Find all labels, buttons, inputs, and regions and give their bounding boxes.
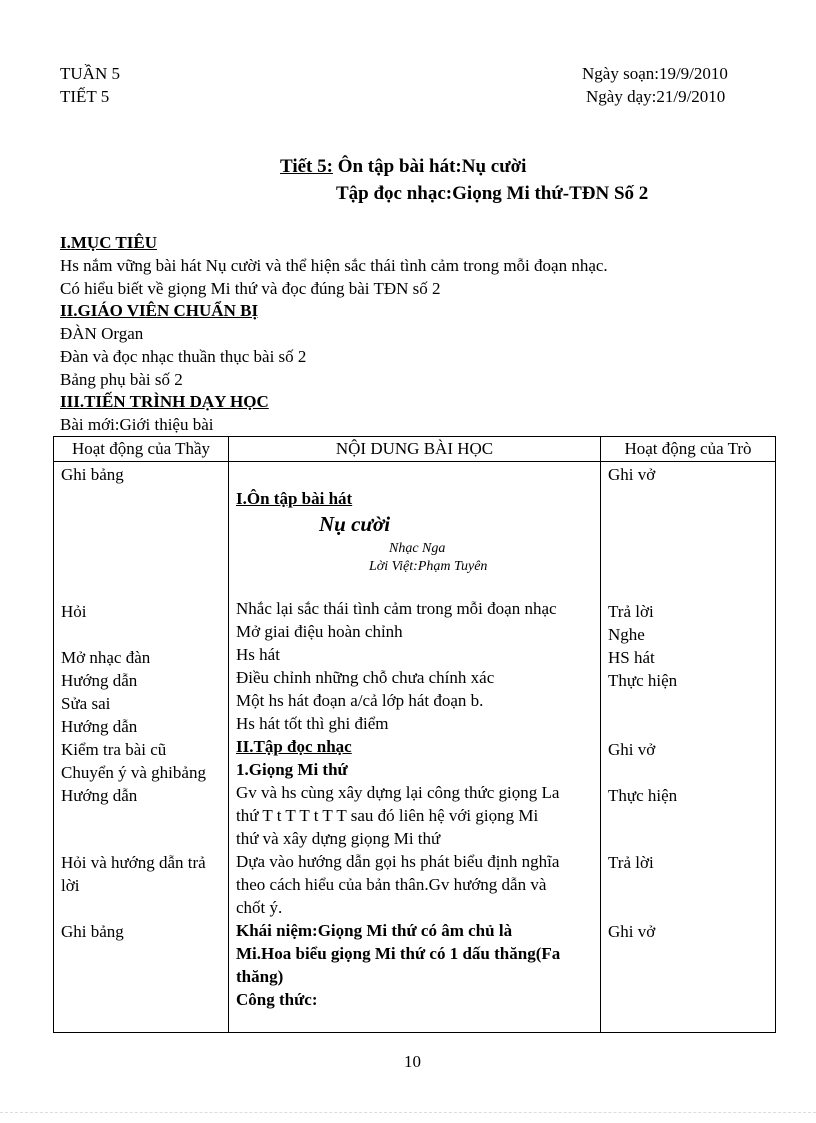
sight-reading-heading: II.Tập đọc nhạc bbox=[236, 737, 352, 756]
content-line: Điều chỉnh những chỗ chưa chính xác bbox=[236, 668, 495, 687]
period-label: TIẾT 5 bbox=[60, 87, 110, 106]
content-line: thứ và xây dựng giọng Mi thứ bbox=[236, 829, 441, 848]
teach-date: Ngày dạy:21/9/2010 bbox=[586, 87, 726, 106]
teacher-activity: Hỏi và hướng dẫn trả bbox=[61, 853, 206, 872]
teacher-activity: Hướng dẫn bbox=[61, 671, 138, 690]
concept-line: Mi.Hoa biểu giọng Mi thứ có 1 dấu thăng(Fa bbox=[236, 944, 561, 963]
content-line: thứ T t T T t T T sau đó liên hệ với giọng Mi bbox=[236, 806, 539, 825]
content-line: Hs hát tốt thì ghi điểm bbox=[236, 714, 389, 733]
student-activity: Trả lời bbox=[608, 853, 654, 872]
objective-item: Có hiểu biết về giọng Mi thứ và đọc đúng bài TĐN số 2 bbox=[60, 279, 441, 298]
content-line: theo cách hiểu của bản thân.Gv hướng dẫn và bbox=[236, 875, 547, 894]
prep-item: Đàn và đọc nhạc thuần thục bài số 2 bbox=[60, 347, 307, 366]
content-column bbox=[229, 462, 601, 1033]
content-line: Nhắc lại sắc thái tình cảm trong mỗi đoạn nhạc bbox=[236, 599, 557, 618]
student-activity: Nghe bbox=[608, 625, 645, 644]
intro-text: Bài mới:Giới thiệu bài bbox=[60, 415, 214, 434]
teacher-activity: Hướng dẫn bbox=[61, 717, 138, 736]
header-teacher: Hoạt động của Thầy bbox=[54, 437, 229, 462]
prep-item: Bảng phụ bài số 2 bbox=[60, 370, 183, 389]
teacher-activity: Hướng dẫn bbox=[61, 786, 138, 805]
title-line1: Ôn tập bài hát:Nụ cười bbox=[332, 156, 527, 177]
header-content: NỘI DUNG BÀI HỌC bbox=[229, 437, 601, 462]
content-line: Mở giai điệu hoàn chỉnh bbox=[236, 622, 403, 641]
student-activity: Trả lời bbox=[608, 602, 654, 621]
teacher-activity: Sửa sai bbox=[61, 694, 111, 713]
content-line: Một hs hát đoạn a/cả lớp hát đoạn b. bbox=[236, 691, 484, 710]
lyrics-credit: Lời Việt:Phạm Tuyên bbox=[369, 559, 488, 574]
content-line: Hs hát bbox=[236, 645, 280, 664]
student-activity: Ghi vở bbox=[608, 740, 656, 759]
student-activity: Thực hiện bbox=[608, 786, 678, 805]
formula-label: Công thức: bbox=[236, 990, 318, 1009]
objectives-heading: I.MỤC TIÊU bbox=[60, 233, 157, 252]
prep-heading: II.GIÁO VIÊN CHUẨN BỊ bbox=[60, 301, 259, 320]
song-section-heading: I.Ôn tập bài hát bbox=[236, 489, 353, 508]
teacher-activity: Kiểm tra bài cũ bbox=[61, 740, 167, 759]
teacher-activity: lời bbox=[61, 876, 80, 895]
process-heading: III.TIẾN TRÌNH DẠY HỌC bbox=[60, 392, 269, 411]
student-activity: Ghi vở bbox=[608, 465, 656, 484]
song-title: Nụ cười bbox=[319, 512, 391, 536]
teacher-activity: Ghi bảng bbox=[61, 465, 124, 484]
table-header-row bbox=[54, 437, 776, 462]
page-number: 10 bbox=[404, 1052, 421, 1071]
teacher-activity: Chuyển ý và ghibảng bbox=[61, 763, 206, 782]
prep-item: ĐÀN Organ bbox=[60, 324, 144, 343]
content-line: Dựa vào hướng dẫn gọi hs phát biểu định nghĩa bbox=[236, 852, 560, 871]
content-line: chốt ý. bbox=[236, 898, 283, 917]
table-row bbox=[54, 462, 776, 1033]
music-credit: Nhạc Nga bbox=[389, 541, 446, 556]
concept-line: Khái niệm:Giọng Mi thứ có âm chủ là bbox=[236, 921, 513, 940]
title-label: Tiết 5: bbox=[280, 156, 333, 177]
student-activity: Thực hiện bbox=[608, 671, 678, 690]
teacher-activity: Hỏi bbox=[61, 602, 87, 621]
teacher-activity: Ghi bảng bbox=[61, 922, 124, 941]
page-title bbox=[280, 154, 526, 180]
student-column bbox=[601, 462, 776, 1033]
student-activity: Ghi vở bbox=[608, 922, 656, 941]
teacher-column bbox=[54, 462, 229, 1033]
prep-date: Ngày soạn:19/9/2010 bbox=[582, 64, 728, 83]
teacher-activity: Mở nhạc đàn bbox=[61, 648, 151, 667]
objective-item: Hs nắm vững bài hát Nụ cười và thể hiện sắc thái tình cảm trong mỗi đoạn nhạc. bbox=[60, 256, 608, 275]
week-label: TUẦN 5 bbox=[60, 64, 120, 83]
concept-line: thăng) bbox=[236, 967, 284, 986]
header-student: Hoạt động của Trò bbox=[601, 437, 776, 462]
student-activity: HS hát bbox=[608, 648, 655, 667]
content-line: Gv và hs cùng xây dựng lại công thức giọng La bbox=[236, 783, 560, 802]
key-subheading: 1.Giọng Mi thứ bbox=[236, 760, 348, 779]
page-bottom-divider bbox=[0, 1112, 816, 1113]
lesson-table bbox=[53, 436, 776, 1033]
page-subtitle: Tập đọc nhạc:Giọng Mi thứ-TĐN Số 2 bbox=[336, 183, 649, 204]
